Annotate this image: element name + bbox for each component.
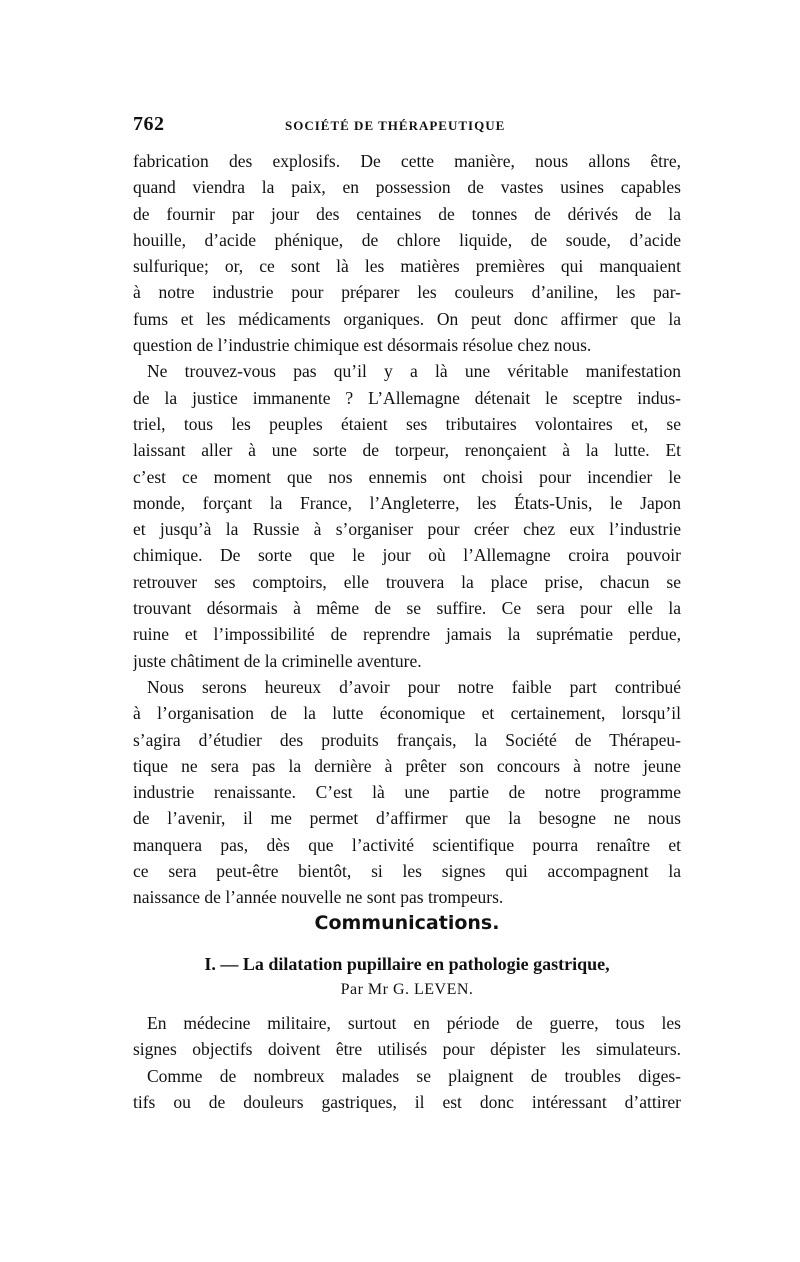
article-title: I. — La dilatation pupillaire en pathologie gastrique, <box>204 954 610 974</box>
text-line: quand viendra la paix, en possession de vastes usines capables <box>133 177 681 198</box>
text-line: ce sera peut-être bientôt, si les signes qui accompagnent la <box>133 861 681 882</box>
text-line: juste châtiment de la criminelle aventure. <box>133 650 422 671</box>
text-line: fums et les médicaments organiques. On peut donc affirmer que la <box>133 308 681 329</box>
text-line: trouvant désormais à même de se suffire. Ce sera pour elle la <box>133 598 681 619</box>
text-line: s’agira d’étudier des produits français, la Société de Thérapeu- <box>133 729 681 750</box>
text-line: tifs ou de douleurs gastriques, il est donc intéressant d’attirer <box>133 1091 681 1112</box>
text-line: à notre industrie pour préparer les couleurs d’aniline, les par- <box>133 282 681 303</box>
text-line: laissant aller à une sorte de torpeur, renonçaient à la lutte. Et <box>133 440 681 461</box>
page-number: 762 <box>133 113 165 135</box>
section-title: Communications. <box>314 912 500 934</box>
text-line: houille, d’acide phénique, de chlore liquide, de soude, d’acide <box>133 229 681 250</box>
text-line: à l’organisation de la lutte économique et certainement, lorsqu’il <box>133 703 681 724</box>
text-line: Nous serons heureux d’avoir pour notre faible part contribué <box>147 676 681 697</box>
text-line: manquera pas, dès que l’activité scientifique pourra renaître et <box>133 834 681 855</box>
text-line: retrouver ses comptoirs, elle trouvera la place prise, chacun se <box>133 571 681 592</box>
text-line: naissance de l’année nouvelle ne sont pas trompeurs. <box>133 887 504 908</box>
text-line: Ne trouvez-vous pas qu’il y a là une véritable manifestation <box>147 361 681 382</box>
text-line: Comme de nombreux malades se plaignent de troubles diges- <box>147 1065 681 1086</box>
text-line: monde, forçant la France, l’Angleterre, les États-Unis, le Japon <box>133 492 681 513</box>
body-text <box>133 148 681 911</box>
text-line: c’est ce moment que nos ennemis ont choisi pour incendier le <box>133 466 681 487</box>
text-line: signes objectifs doivent être utilisés pour dépister les simulateurs. <box>133 1039 681 1060</box>
running-head: SOCIÉTÉ DE THÉRAPEUTIQUE <box>285 118 506 133</box>
text-line: question de l’industrie chimique est désormais résolue chez nous. <box>133 335 592 356</box>
text-line: En médecine militaire, surtout en période de guerre, tous les <box>147 1013 681 1033</box>
text-line: de fournir par jour des centaines de tonnes de dérivés de la <box>133 203 681 224</box>
text-line: fabrication des explosifs. De cette manière, nous allons être, <box>133 151 681 171</box>
article-text <box>133 1010 681 1115</box>
text-line: tique ne sera pas la dernière à prêter son concours à notre jeune <box>133 755 681 776</box>
text-line: industrie renaissante. C’est là une partie de notre programme <box>133 782 681 803</box>
text-line: de la justice immanente ? L’Allemagne détenait le sceptre indus- <box>133 387 681 408</box>
text-line: et jusqu’à la Russie à s’organiser pour créer chez eux l’industrie <box>133 519 681 540</box>
text-line: ruine et l’impossibilité de reprendre jamais la suprématie perdue, <box>133 624 681 645</box>
text-line: triel, tous les peuples étaient ses tributaires volontaires et, se <box>133 413 681 434</box>
text-line: sulfurique; or, ce sont là les matières premières qui manquaient <box>133 256 681 277</box>
text-line: de l’avenir, il me permet d’affirmer que la besogne ne nous <box>133 808 681 829</box>
page-header <box>133 113 683 143</box>
author-byline: Par Mr G. LEVEN. <box>340 981 474 998</box>
text-line: chimique. De sorte que le jour où l’Allemagne croira pouvoir <box>133 545 681 566</box>
